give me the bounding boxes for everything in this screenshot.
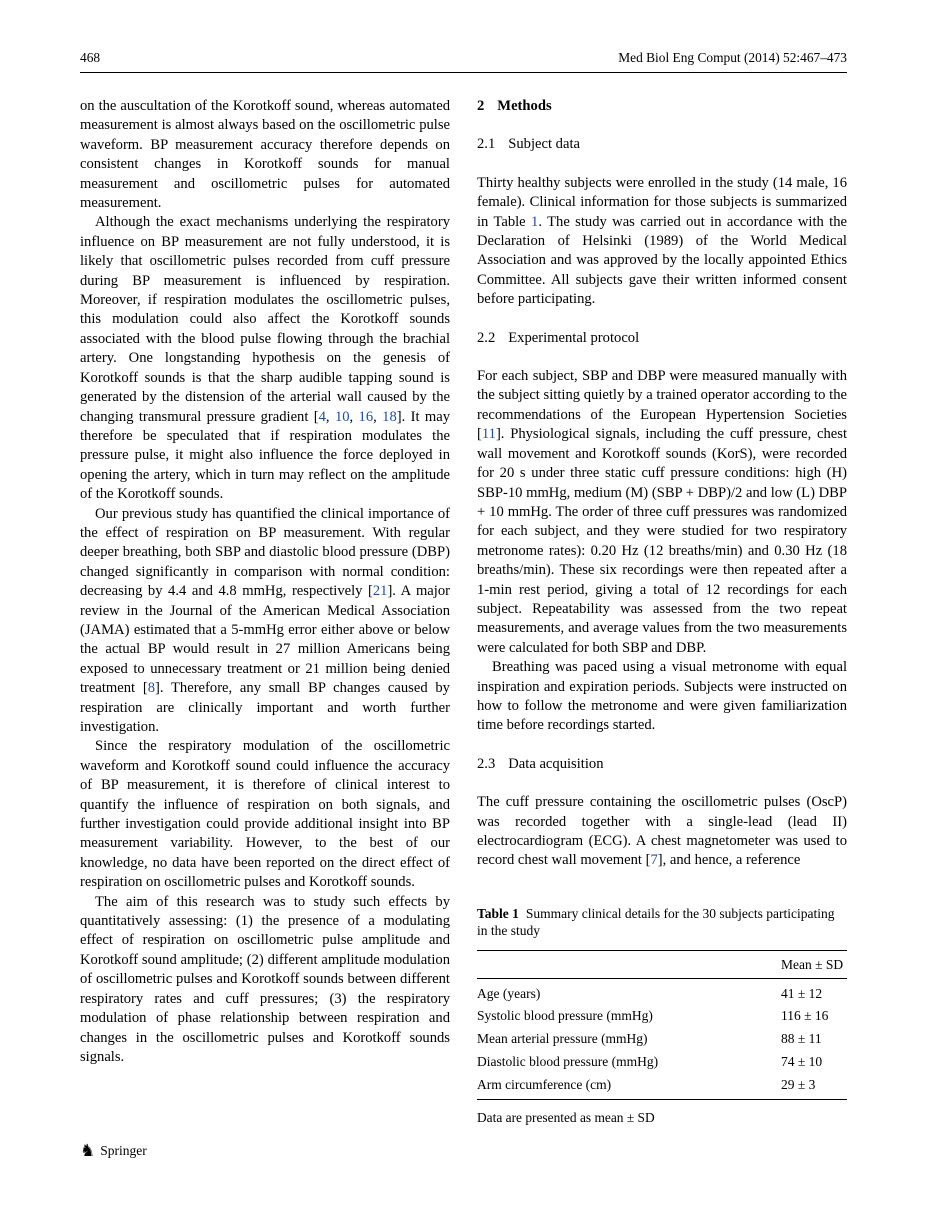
running-header [80, 50, 847, 73]
table-row [477, 1005, 847, 1028]
row-label: Systolic blood pressure (mmHg) [477, 1008, 653, 1024]
table-row [477, 978, 847, 1005]
paragraph [80, 97, 450, 213]
citation-link[interactable]: 16 [358, 408, 374, 425]
right-column-text [477, 97, 847, 871]
text-run: Breathing was paced using a visual metronome with equal inspiration and expiration periods. Subjects were instructed on how to follow the metronome and were given familiarization time before recordings started. [477, 659, 847, 734]
text-run: Since the respiratory modulation of the oscillometric waveform and Korotkoff sound could influence the accuracy of BP measurement, it is therefore of clinical interest to quantify the influence of respiration on both signals, and further investigation could provide additional insight into BP measurement variability. However, to the best of our knowledge, no data have been reported on the direct effect of respiration on oscillometric pulses and Korotkoff sounds. [80, 738, 450, 891]
springer-logo-icon: ♞ [80, 1141, 96, 1160]
text-run: , [373, 408, 383, 425]
text-run: The cuff pressure containing the oscillometric pulses (OscP) was recorded together with a single-lead (lead II) electrocardiogram (ECG). A chest magnetometer was used to record chest wall movement [ [477, 794, 847, 869]
heading-text: Experimental protocol [508, 329, 640, 346]
table-caption [477, 905, 847, 940]
paragraph [80, 893, 450, 1068]
right-column [477, 97, 847, 1127]
journal-citation: Med Biol Eng Comput (2014) 52:467–473 [618, 50, 847, 65]
text-run: For each subject, SBP and DBP were measured manually with the subject sitting quietly by a trained operator according to the recommendations of the European Hypertension Societies [ [477, 368, 847, 443]
subsection-heading [477, 755, 847, 774]
citation-link[interactable]: 7 [650, 852, 658, 869]
text-run: ]. A major review in the Journal of the American Medical Association (JAMA) estimated that a 5-mmHg error either above or below the actual BP would result in 27 million Americans being exposed to unnecessary treatment or 21 million being denied treatment [ [80, 583, 450, 697]
text-run: , [325, 408, 335, 425]
section-heading [477, 97, 847, 116]
heading-number: 2 [477, 98, 485, 114]
citation-link[interactable]: 21 [372, 583, 388, 600]
springer-wordmark: Springer [100, 1142, 147, 1158]
row-value: 41 ± 12 [781, 985, 823, 1001]
citation-link[interactable]: 10 [334, 408, 350, 425]
springer-footer [80, 1142, 147, 1159]
table-footnote: Data are presented as mean ± SD [477, 1110, 655, 1126]
table-head [477, 951, 847, 979]
heading-text: Subject data [508, 136, 580, 153]
row-label: Mean arterial pressure (mmHg) [477, 1031, 648, 1047]
citation-link[interactable]: 4 [318, 408, 326, 425]
subsection-heading [477, 135, 847, 154]
subsection-heading [477, 329, 847, 348]
table-row [477, 1073, 847, 1100]
text-run: Although the exact mechanisms underlying the respiratory influence on BP measurement are not fully understood, it is likely that oscillometric pulses recorded from cuff pressure during BP measurement is influenced by respiration. Moreover, if respiration modulates the oscillometric pulses, this modulation could also affect the Korotkoff sounds associated with the blood pulse flowing through the brachial artery. One longstanding hypothesis on the genesis of Korotkoff sounds is that the sharp audible tapping sound is generated by the distension of the arterial wall caused by the changing transmural pressure gradient [ [80, 214, 450, 425]
heading-number: 2.1 [477, 136, 496, 153]
row-value: 29 ± 3 [781, 1073, 847, 1100]
citation-link[interactable]: 18 [382, 408, 397, 425]
text-run: ]. Therefore, any small BP changes caused by respiration are clinically important and worth further investigation. [80, 680, 450, 735]
citation-link[interactable]: 8 [147, 680, 156, 697]
paragraph [477, 174, 847, 310]
heading-number: 2.3 [477, 755, 496, 772]
paragraph [477, 793, 847, 871]
heading-text: Data acquisition [508, 755, 604, 772]
paragraph [80, 737, 450, 892]
text-run: ]. It may therefore be speculated that if respiration modulates the pressure pulse, it might also influence the force deployed in opening the artery, which in turn may reflect on the amplitude of the Korotkoff sounds. [80, 408, 451, 503]
row-value: 74 ± 10 [781, 1053, 823, 1069]
text-run: . The study was carried out in accordance with the Declaration of Helsinki (1989) of the World Medical Association and was approved by the locally appointed Ethics Committee. All subjects gave their written informed consent before participating. [477, 213, 847, 308]
text-run: on the auscultation of the Korotkoff sound, whereas automated measurement is almost always based on the oscillometric pulse waveform. BP measurement accuracy therefore depends on consistent changes in Korotkoff sounds for manual measurement and oscillometric pulses for automated measurement. [80, 98, 450, 212]
row-value: 88 ± 11 [781, 1031, 822, 1047]
table-caption-label: Table 1 [477, 905, 519, 921]
page-number: 468 [80, 50, 101, 65]
mean-sd-header: Mean ± SD [781, 951, 847, 979]
table-header-row [477, 951, 847, 979]
row-label: Arm circumference (cm) [477, 1073, 781, 1100]
row-value: 116 ± 16 [781, 1008, 829, 1024]
text-run: The aim of this research was to study such effects by quantitatively assessing: (1) the presence of a modulating effect of respiration on oscillometric pulse amplitude and Korotkoff sound amplitude; (2) different amplitude modulation of oscillometric pulses and Korotkoff sounds between different respiratory rates and cuff pressures; (3) the respiratory modulation of phase relationship between respiration and changes in the oscillometric pulses and Korotkoff sounds signals. [80, 893, 450, 1065]
text-run: Thirty healthy subjects were enrolled in the study (14 male, 16 female). Clinical information for those subjects is summarized in Table [477, 174, 847, 230]
heading-text: Methods [497, 98, 552, 114]
paragraph [80, 213, 450, 504]
table-row [477, 1028, 847, 1051]
text-run: Our previous study has quantified the clinical importance of the effect of respiration on BP measurement. With regular deeper breathing, both SBP and diastolic blood pressure (DBP) changed significantly in comparison with normal condition: decreasing by 4.4 and 4.8 mmHg, respectively [ [80, 505, 450, 600]
paragraph [80, 505, 450, 738]
table-caption-text: Summary clinical details for the 30 subjects participating in the study [477, 905, 835, 939]
clinical-details-table [477, 950, 847, 1100]
empty-header-cell [477, 951, 781, 979]
citation-link[interactable]: 11 [481, 426, 496, 443]
citation-link[interactable]: 1 [531, 213, 539, 230]
table-1-block [477, 905, 847, 1127]
paragraph [477, 658, 847, 736]
two-column-body [80, 97, 847, 1127]
row-label: Age (years) [477, 985, 541, 1001]
left-column [80, 97, 450, 1127]
text-run: , [349, 408, 359, 425]
table-row [477, 1050, 847, 1073]
text-run: ], and hence, a reference [657, 852, 801, 869]
text-run: ]. Physiological signals, including the cuff pressure, chest wall movement and Korotkoff sounds (KorS), were recorded for 20 s under three static cuff pressure conditions: high (H) SBP-10 mmHg, medium (M) (SBP + DBP)/2 and low (L) DBP + 10 mmHg. The order of three cuff pressures was randomized for each subject, and they were studied for two respiratory metronome rates): 0.20 Hz (12 breaths/min) and 0.30 Hz (18 breaths/min). These six recordings were then repeated after a 1-min rest period, giving a total of 12 recordings for each subject. Repeatability was assessed from the two repeat measurements, and average values from the two measurements were calculated for both SBP and DBP. [477, 426, 847, 656]
heading-number: 2.2 [477, 329, 496, 346]
table-body [477, 978, 847, 1100]
paragraph [477, 367, 847, 658]
row-label: Diastolic blood pressure (mmHg) [477, 1053, 659, 1069]
